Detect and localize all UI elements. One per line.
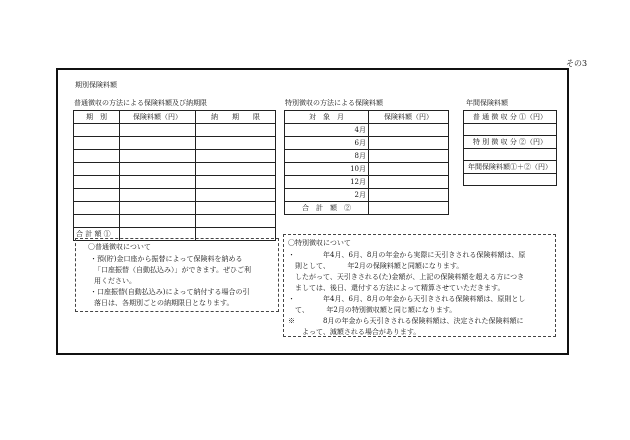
table-row	[74, 189, 276, 202]
table-row	[464, 161, 557, 174]
special-note-line: て、 年2月の特別徴収額と同じ額になります。	[288, 306, 457, 314]
month-label: 8月	[285, 150, 369, 163]
special-note	[283, 234, 556, 337]
col-amount-header: 保険料額（円）	[120, 111, 196, 124]
ordinary-total-label: 合 計 額 ①	[74, 228, 120, 241]
deadline-cell[interactable]	[196, 150, 276, 163]
term-cell[interactable]	[74, 202, 120, 215]
table-row	[285, 137, 449, 150]
table-row	[464, 136, 557, 149]
amount-cell[interactable]	[369, 137, 449, 150]
special-note-line: したがって、天引きされる(た)金額が、上記の保険料額を超える方につき	[288, 273, 525, 281]
page-number: その3	[566, 59, 588, 68]
amount-cell[interactable]	[120, 124, 196, 137]
amount-cell[interactable]	[369, 163, 449, 176]
special-note-line: ・ 年4月、6月、8月の年金から実際に天引きされる保険料額は、原	[288, 251, 526, 259]
ordinary-note-title: 〇普通徴収について	[88, 243, 151, 251]
table-row	[285, 189, 449, 202]
special-note-title: 〇特別徴収について	[288, 239, 351, 247]
deadline-cell[interactable]	[196, 137, 276, 150]
table-row	[74, 176, 276, 189]
col-term-header: 期 別	[74, 111, 120, 124]
ordinary-note-line: 「口座振替（自動払込み）」ができます。ぜひご利	[94, 266, 251, 274]
table-row	[74, 150, 276, 163]
term-cell[interactable]	[74, 215, 120, 228]
deadline-cell[interactable]	[196, 189, 276, 202]
table-row	[464, 111, 557, 124]
deadline-cell[interactable]	[196, 215, 276, 228]
ordinary-note-line: ・口座振替(自動払込み)によって納付する場合の引	[90, 288, 250, 296]
term-cell[interactable]	[74, 150, 120, 163]
annual-row1-value[interactable]	[464, 124, 557, 136]
amount-cell[interactable]	[369, 176, 449, 189]
special-total-label: 合 計 額 ②	[285, 202, 369, 215]
col-deadline-header: 納 期 限	[196, 111, 276, 124]
col-amount-header: 保険料額（円）	[369, 111, 449, 124]
amount-cell[interactable]	[369, 150, 449, 163]
table-row	[74, 137, 276, 150]
annual-row1-label: 普 通 徴 収 分 ①（円）	[464, 111, 557, 124]
amount-cell[interactable]	[120, 163, 196, 176]
month-label: 2月	[285, 189, 369, 202]
table-row	[74, 124, 276, 137]
ordinary-note-line: ・預(貯)金口座から振替によって保険料を納める	[90, 255, 243, 263]
table-row	[74, 215, 276, 228]
deadline-cell[interactable]	[196, 163, 276, 176]
table-row	[285, 150, 449, 163]
term-cell[interactable]	[74, 124, 120, 137]
table-row	[74, 163, 276, 176]
special-note-line: ましては、後日、還付する方法によって精算させていただきます。	[288, 284, 505, 292]
deadline-cell[interactable]	[196, 124, 276, 137]
annual-table	[463, 110, 557, 186]
amount-cell[interactable]	[369, 124, 449, 137]
special-note-line: ・ 年4月、6月、8月の年金から天引きされる保険料額は、原則とし	[288, 295, 526, 303]
amount-cell[interactable]	[120, 202, 196, 215]
special-note-line: 則として、 年2月の保険料額と同額になります。	[288, 262, 464, 270]
special-note-line: ※ 8月の年金から天引きされる保険料額は、決定された保険料額に	[288, 317, 524, 325]
month-label: 10月	[285, 163, 369, 176]
table-row	[464, 124, 557, 136]
special-total-cell[interactable]	[369, 202, 449, 215]
table-row	[285, 163, 449, 176]
special-note-line: よって、減額される場合があります。	[288, 328, 421, 336]
table-row	[464, 174, 557, 186]
ordinary-note-line: 落日は、各期別ごとの納期限日となります。	[94, 299, 234, 307]
deadline-cell[interactable]	[196, 202, 276, 215]
deadline-cell[interactable]	[196, 176, 276, 189]
amount-cell[interactable]	[120, 176, 196, 189]
table-row	[285, 111, 449, 124]
special-table	[284, 110, 449, 215]
amount-cell[interactable]	[120, 215, 196, 228]
month-label: 12月	[285, 176, 369, 189]
table-row	[285, 176, 449, 189]
ordinary-table	[73, 110, 276, 241]
month-label: 4月	[285, 124, 369, 137]
annual-row3-value[interactable]	[464, 174, 557, 186]
ordinary-note-line: 用ください。	[94, 277, 136, 285]
amount-cell[interactable]	[369, 189, 449, 202]
table-row	[285, 124, 449, 137]
col-month-header: 対 象 月	[285, 111, 369, 124]
annual-heading: 年間保険料額	[466, 99, 508, 107]
ordinary-heading: 普通徴収の方法による保険料額及び納期限	[74, 99, 207, 107]
table-row	[464, 149, 557, 161]
annual-row2-value[interactable]	[464, 149, 557, 161]
section-title: 期別保険料額	[75, 81, 117, 89]
month-label: 6月	[285, 137, 369, 150]
amount-cell[interactable]	[120, 150, 196, 163]
term-cell[interactable]	[74, 163, 120, 176]
ordinary-note	[75, 238, 279, 312]
table-row	[74, 202, 276, 215]
term-cell[interactable]	[74, 137, 120, 150]
annual-row3-label: 年間保険料額①＋②（円）	[464, 161, 557, 174]
annual-row2-label: 特 別 徴 収 分 ②（円）	[464, 136, 557, 149]
term-cell[interactable]	[74, 189, 120, 202]
amount-cell[interactable]	[120, 189, 196, 202]
special-heading: 特別徴収の方法による保険料額	[285, 99, 383, 107]
table-row	[74, 111, 276, 124]
term-cell[interactable]	[74, 176, 120, 189]
table-row	[285, 202, 449, 215]
amount-cell[interactable]	[120, 137, 196, 150]
